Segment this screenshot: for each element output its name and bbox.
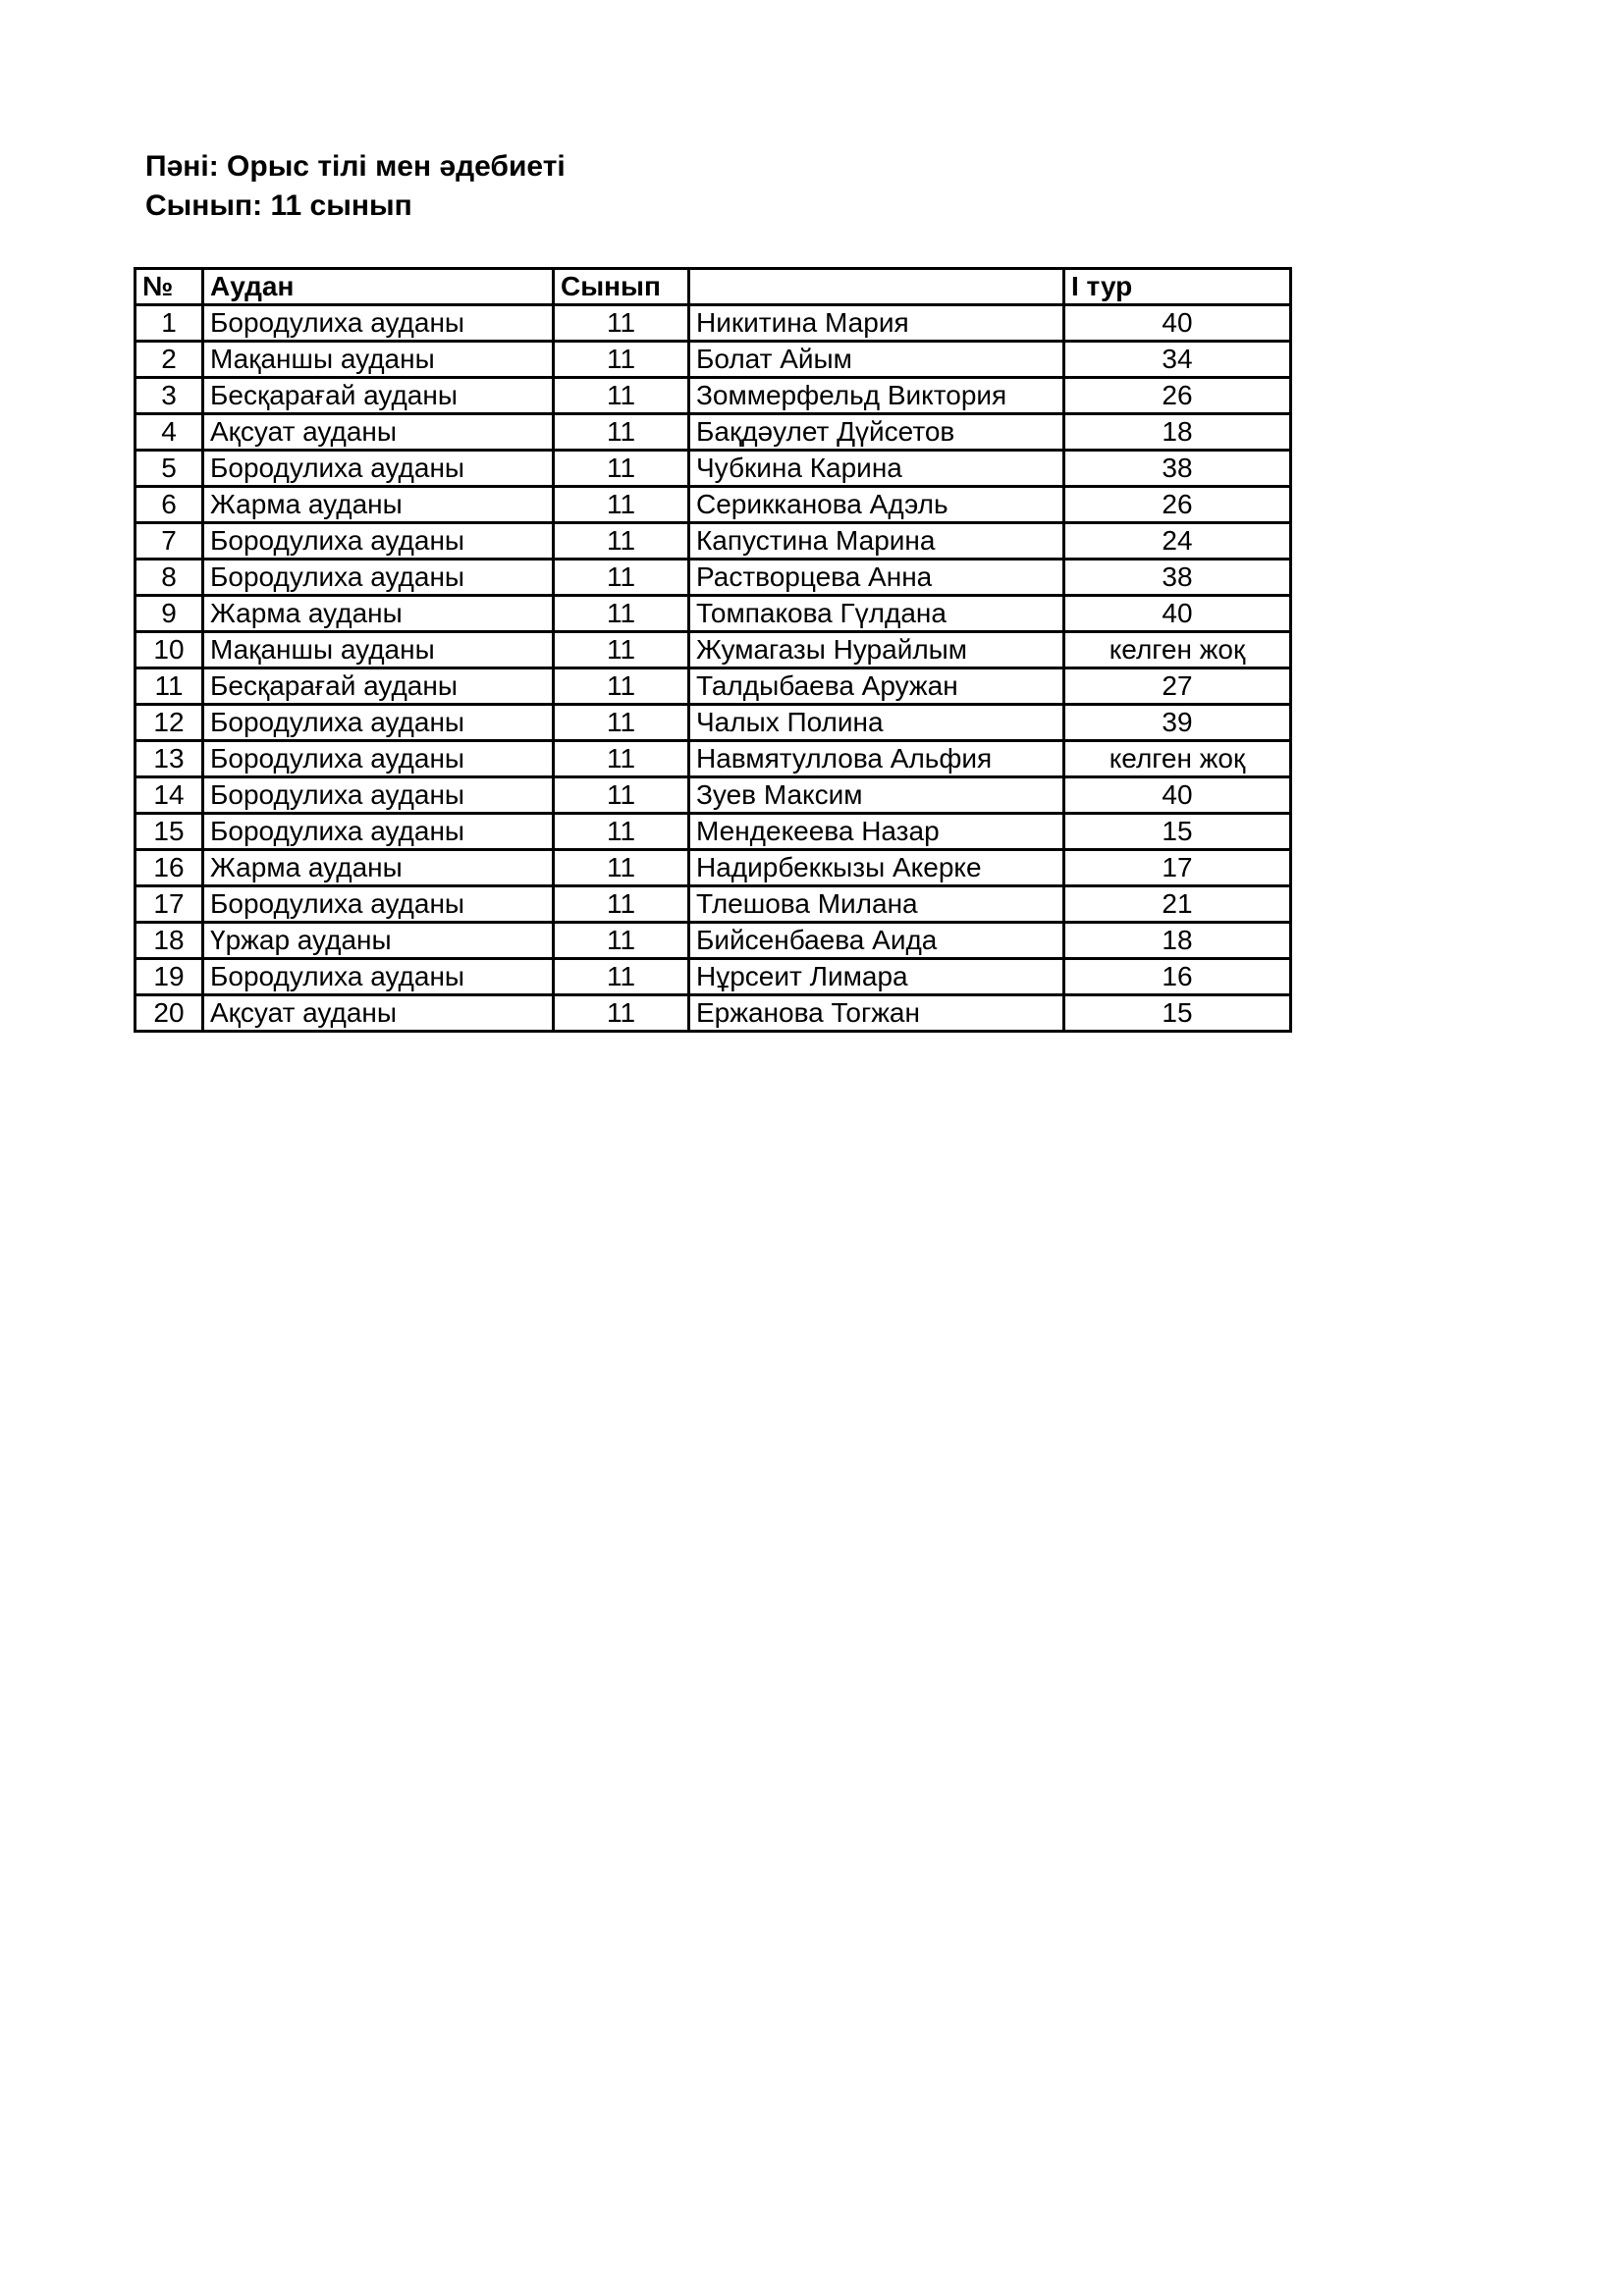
- table-row: [135, 523, 1291, 560]
- score-cell: 21: [1064, 886, 1291, 923]
- table-row: [135, 451, 1291, 487]
- score-cell: 26: [1064, 487, 1291, 523]
- header-round1: І тур: [1064, 269, 1291, 305]
- student-name-cell: Тлешова Милана: [689, 886, 1064, 923]
- score-cell: 27: [1064, 668, 1291, 705]
- district-cell: Мақаншы ауданы: [203, 632, 554, 668]
- student-name-cell: Ержанова Тогжан: [689, 995, 1064, 1032]
- row-number-cell: 16: [135, 850, 203, 886]
- student-name-cell: Навмятуллова Альфия: [689, 741, 1064, 777]
- district-cell: Бородулиха ауданы: [203, 814, 554, 850]
- student-name-cell: Нұрсеит Лимара: [689, 959, 1064, 995]
- student-name-cell: Чубкина Карина: [689, 451, 1064, 487]
- subject-title: Пәні: Орыс тілі мен әдебиеті: [145, 150, 566, 183]
- student-name-cell: Надирбеккызы Акерке: [689, 850, 1064, 886]
- header-row: [135, 269, 1291, 305]
- row-number-cell: 12: [135, 705, 203, 741]
- student-name-cell: Томпакова Гүлдана: [689, 596, 1064, 632]
- grade-cell: 11: [554, 342, 689, 378]
- table-row: [135, 741, 1291, 777]
- district-cell: Бородулиха ауданы: [203, 523, 554, 560]
- row-number-cell: 9: [135, 596, 203, 632]
- district-cell: Ақсуат ауданы: [203, 414, 554, 451]
- score-cell: 18: [1064, 414, 1291, 451]
- row-number-cell: 14: [135, 777, 203, 814]
- district-cell: Бородулиха ауданы: [203, 451, 554, 487]
- score-cell: 24: [1064, 523, 1291, 560]
- grade-cell: 11: [554, 668, 689, 705]
- grade-cell: 11: [554, 523, 689, 560]
- district-cell: Бесқарағай ауданы: [203, 378, 554, 414]
- header-district: Аудан: [203, 269, 554, 305]
- student-name-cell: Мендекеева Назар: [689, 814, 1064, 850]
- district-cell: Үржар ауданы: [203, 923, 554, 959]
- row-number-cell: 7: [135, 523, 203, 560]
- table-row: [135, 923, 1291, 959]
- row-number-cell: 17: [135, 886, 203, 923]
- district-cell: Бесқарағай ауданы: [203, 668, 554, 705]
- row-number-cell: 3: [135, 378, 203, 414]
- student-name-cell: Болат Айым: [689, 342, 1064, 378]
- header-grade: Сынып: [554, 269, 689, 305]
- table-row: [135, 995, 1291, 1032]
- row-number-cell: 18: [135, 923, 203, 959]
- district-cell: Ақсуат ауданы: [203, 995, 554, 1032]
- district-cell: Бородулиха ауданы: [203, 305, 554, 342]
- district-cell: Мақаншы ауданы: [203, 342, 554, 378]
- district-cell: Бородулиха ауданы: [203, 777, 554, 814]
- table-row: [135, 414, 1291, 451]
- grade-cell: 11: [554, 451, 689, 487]
- row-number-cell: 11: [135, 668, 203, 705]
- header-number: №: [135, 269, 203, 305]
- row-number-cell: 19: [135, 959, 203, 995]
- student-name-cell: Капустина Марина: [689, 523, 1064, 560]
- student-name-cell: Никитина Мария: [689, 305, 1064, 342]
- district-cell: Бородулиха ауданы: [203, 705, 554, 741]
- table-row: [135, 959, 1291, 995]
- table-row: [135, 814, 1291, 850]
- student-name-cell: Зоммерфельд Виктория: [689, 378, 1064, 414]
- row-number-cell: 2: [135, 342, 203, 378]
- student-name-cell: Чалых Полина: [689, 705, 1064, 741]
- table-row: [135, 305, 1291, 342]
- district-cell: Бородулиха ауданы: [203, 560, 554, 596]
- score-cell: 38: [1064, 451, 1291, 487]
- district-cell: Жарма ауданы: [203, 596, 554, 632]
- grade-cell: 11: [554, 850, 689, 886]
- row-number-cell: 4: [135, 414, 203, 451]
- row-number-cell: 5: [135, 451, 203, 487]
- class-title: Сынып: 11 сынып: [145, 189, 412, 222]
- score-cell: 34: [1064, 342, 1291, 378]
- grade-cell: 11: [554, 923, 689, 959]
- student-name-cell: Серикканова Адэль: [689, 487, 1064, 523]
- score-cell: келген жоқ: [1064, 632, 1291, 668]
- row-number-cell: 8: [135, 560, 203, 596]
- table-row: [135, 596, 1291, 632]
- table-row: [135, 886, 1291, 923]
- grade-cell: 11: [554, 814, 689, 850]
- score-cell: 40: [1064, 777, 1291, 814]
- grade-cell: 11: [554, 959, 689, 995]
- grade-cell: 11: [554, 596, 689, 632]
- score-cell: 39: [1064, 705, 1291, 741]
- row-number-cell: 1: [135, 305, 203, 342]
- score-cell: 17: [1064, 850, 1291, 886]
- table-row: [135, 342, 1291, 378]
- row-number-cell: 15: [135, 814, 203, 850]
- district-cell: Бородулиха ауданы: [203, 886, 554, 923]
- table-row: [135, 487, 1291, 523]
- student-name-cell: Бийсенбаева Аида: [689, 923, 1064, 959]
- document-header: [145, 147, 566, 226]
- grade-cell: 11: [554, 741, 689, 777]
- table-row: [135, 378, 1291, 414]
- score-cell: 15: [1064, 995, 1291, 1032]
- score-cell: 40: [1064, 596, 1291, 632]
- grade-cell: 11: [554, 995, 689, 1032]
- table-row: [135, 560, 1291, 596]
- grade-cell: 11: [554, 487, 689, 523]
- student-name-cell: Жумагазы Нурайлым: [689, 632, 1064, 668]
- table-row: [135, 777, 1291, 814]
- grade-cell: 11: [554, 777, 689, 814]
- district-cell: Жарма ауданы: [203, 487, 554, 523]
- header-name: [689, 269, 1064, 305]
- grade-cell: 11: [554, 305, 689, 342]
- score-cell: келген жоқ: [1064, 741, 1291, 777]
- score-cell: 18: [1064, 923, 1291, 959]
- grade-cell: 11: [554, 705, 689, 741]
- row-number-cell: 6: [135, 487, 203, 523]
- grade-cell: 11: [554, 414, 689, 451]
- score-cell: 26: [1064, 378, 1291, 414]
- row-number-cell: 10: [135, 632, 203, 668]
- district-cell: Бородулиха ауданы: [203, 959, 554, 995]
- table-row: [135, 705, 1291, 741]
- student-name-cell: Зуев Максим: [689, 777, 1064, 814]
- grade-cell: 11: [554, 886, 689, 923]
- student-name-cell: Растворцева Анна: [689, 560, 1064, 596]
- results-table: [134, 267, 1292, 1033]
- score-cell: 16: [1064, 959, 1291, 995]
- row-number-cell: 20: [135, 995, 203, 1032]
- table-row: [135, 668, 1291, 705]
- table-header: [135, 269, 1291, 305]
- table-row: [135, 850, 1291, 886]
- table-row: [135, 632, 1291, 668]
- grade-cell: 11: [554, 560, 689, 596]
- student-name-cell: Талдыбаева Аружан: [689, 668, 1064, 705]
- score-cell: 40: [1064, 305, 1291, 342]
- row-number-cell: 13: [135, 741, 203, 777]
- grade-cell: 11: [554, 632, 689, 668]
- district-cell: Бородулиха ауданы: [203, 741, 554, 777]
- score-cell: 38: [1064, 560, 1291, 596]
- grade-cell: 11: [554, 378, 689, 414]
- student-name-cell: Бақдәулет Дүйсетов: [689, 414, 1064, 451]
- district-cell: Жарма ауданы: [203, 850, 554, 886]
- score-cell: 15: [1064, 814, 1291, 850]
- results-table-body: [135, 305, 1291, 1032]
